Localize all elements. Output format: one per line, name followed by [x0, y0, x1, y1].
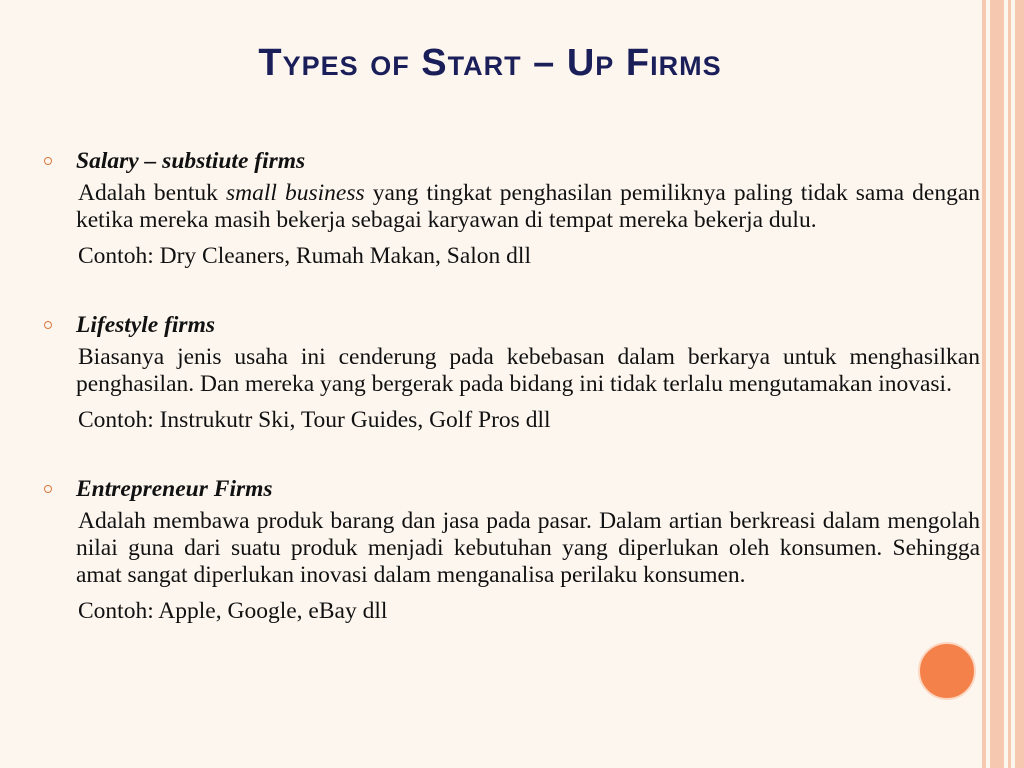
section-example: Contoh: Apple, Google, eBay dll: [78, 598, 388, 624]
bullet-circle-icon: [44, 485, 52, 493]
stripe: [982, 0, 986, 768]
bullet-circle-icon: [44, 157, 52, 165]
decorative-stripes: [980, 0, 1024, 768]
decorative-circle: [918, 642, 976, 700]
slide-content: [44, 148, 980, 625]
section-heading: Lifestyle firms: [76, 312, 216, 338]
section-description: Adalah membawa produk barang dan jasa pada pasar. Dalam artian berkreasi dalam mengolah nilai guna dari suatu produk menjadi kebutuhan yang diperlukan oleh konsumen. Sehingga amat sangat diperlukan inovasi dalam menganalisa perilaku konsumen.: [76, 508, 980, 588]
description-text: yang tingkat penghasilan pemiliknya paling tidak sama dengan ketika mereka masih bekerja sebagai karyawan di tempat mereka bekerja dulu.: [76, 180, 980, 233]
stripe: [990, 0, 1004, 768]
bullet-circle-icon: [44, 321, 52, 329]
stripe: [1008, 0, 1011, 768]
stripe: [1015, 0, 1024, 768]
slide-title: Types of Start – Up Firms: [258, 42, 722, 84]
section-description: Biasanya jenis usaha ini cenderung pada kebebasan dalam berkarya untuk menghasilkan penghasilan. Dan mereka yang bergerak pada bidang ini tidak terlalu mengutamakan inovasi.: [76, 344, 980, 397]
section-heading: Entrepreneur Firms: [76, 476, 273, 502]
description-text: Adalah bentuk: [78, 180, 226, 206]
section-lifestyle: [44, 312, 980, 434]
section-salary-substitute: [44, 148, 980, 270]
section-heading: Salary – substiute firms: [76, 148, 306, 174]
section-example: Contoh: Instrukutr Ski, Tour Guides, Golf Pros dll: [78, 407, 551, 433]
section-description: [44, 180, 980, 234]
description-emphasis: small business: [225, 180, 365, 206]
section-example: Contoh: Dry Cleaners, Rumah Makan, Salon dll: [78, 243, 531, 269]
section-entrepreneur: [44, 476, 980, 625]
